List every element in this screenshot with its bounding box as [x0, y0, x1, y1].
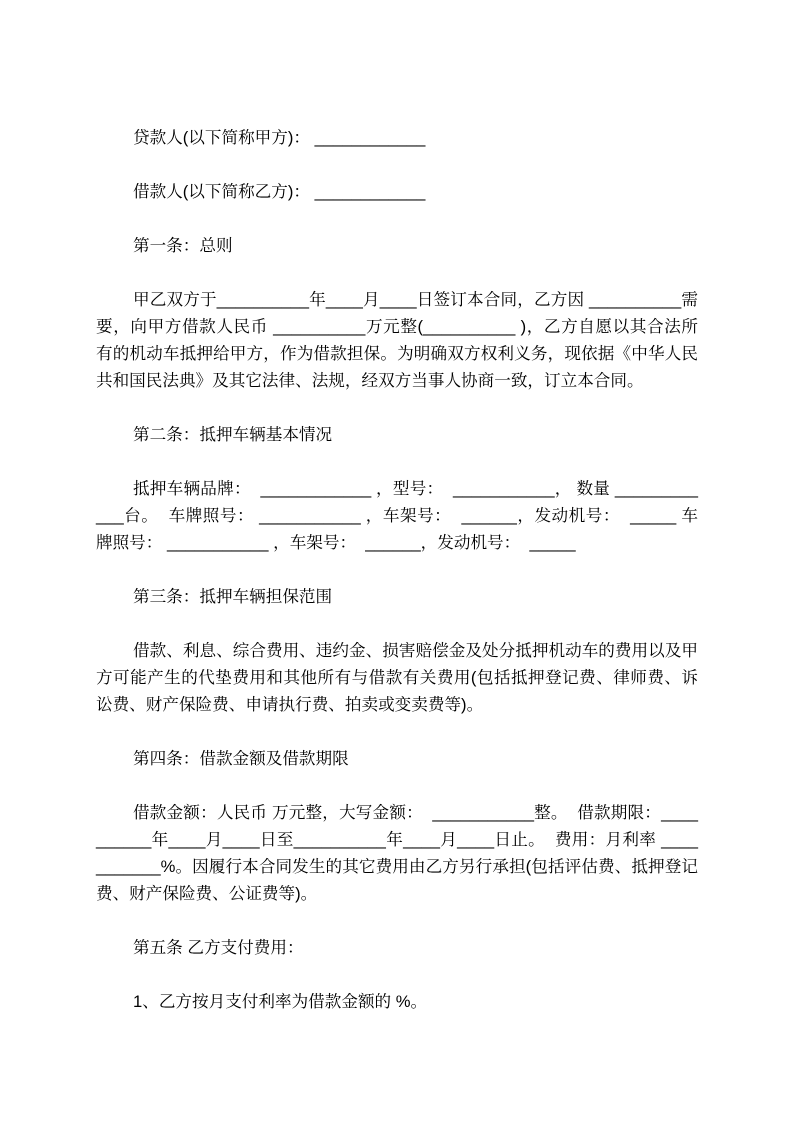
clause-1-heading: 第一条：总则	[133, 236, 233, 255]
clause-3-body: 借款、利息、综合费用、违约金、损害赔偿金及处分抵押机动车的费用以及甲方可能产生的代垫费用和其他所有与借款有关费用(包括抵押登记费、律师费、诉讼费、财产保险费、申请执行费、拍卖或变卖费等)。	[96, 641, 698, 714]
clause-4-body: 借款金额：人民币 万元整，大写金额： ___________整。 借款期限：__________年____月____日至__________年____月____日止。 费用：月利率 ___________%。因履行本合同发生的其它费用由乙方另行承担(包括评估费、抵押登记费、财产保险费、公证费等)。	[96, 803, 698, 903]
clause-3-heading: 第三条：抵押车辆担保范围	[133, 587, 333, 606]
clause-5-heading: 第五条 乙方支付费用：	[133, 938, 304, 957]
clause-5-item-1: 1、乙方按月支付利率为借款金额的 %。	[133, 992, 428, 1011]
clause-2-body: 抵押车辆品牌： ____________ ，型号： ___________， 数量 ____________台。 车牌照号： ___________ ，车架号： ______，发动机号： _____ 车牌照号： ___________ ，车架号： ______，发动机号： _____	[96, 479, 698, 552]
lender-line: 贷款人(以下简称甲方)： ____________	[133, 128, 426, 147]
clause-2-heading: 第二条：抵押车辆基本情况	[133, 425, 333, 444]
contract-text	[96, 124, 698, 1015]
clause-4-heading: 第四条：借款金额及借款期限	[133, 749, 349, 768]
borrower-line: 借款人(以下简称乙方)： ____________	[133, 182, 426, 201]
clause-1-body: 甲乙双方于__________年____月____日签订本合同，乙方因 __________需要，向甲方借款人民币 __________万元整(__________ )，乙方自愿以其合法所有的机动车抵押给甲方，作为借款担保。为明确双方权利义务，现依据《中华人民共和国民法典》及其它法律、法规，经双方当事人协商一致，订立本合同。	[96, 290, 698, 390]
